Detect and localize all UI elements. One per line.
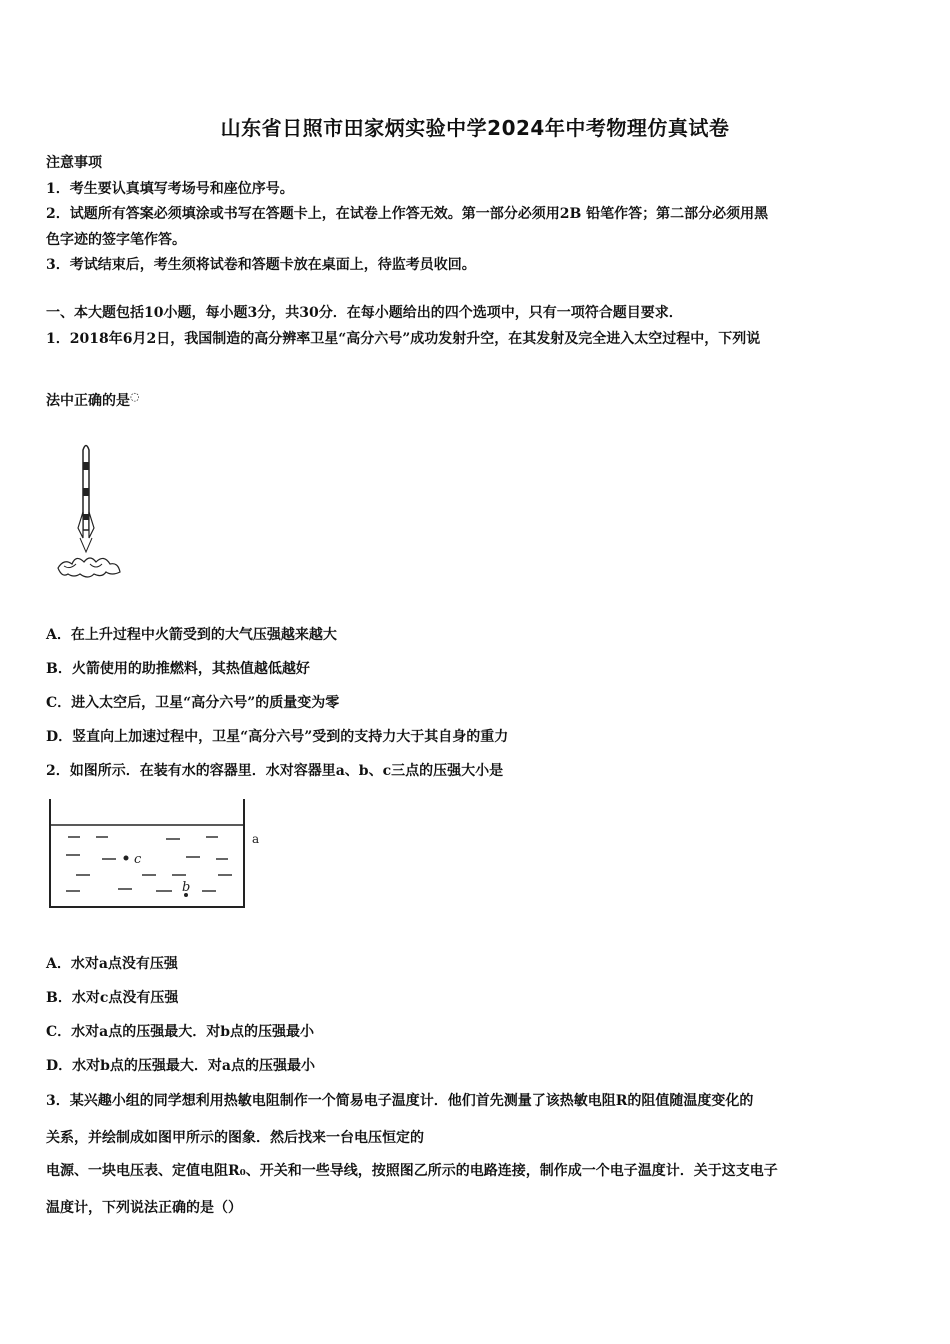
- notice-item: 色字迹的签字笔作答。: [46, 232, 186, 248]
- q1-option-c: C．进入太空后，卫星“高分六号”的质量变为零: [46, 695, 340, 711]
- point-a-label: a: [252, 832, 260, 846]
- point-b-label: b: [182, 880, 191, 895]
- q1-option-d: D．竖直向上加速过程中，卫星“高分六号”受到的支持力大于其自身的重力: [46, 729, 509, 745]
- question-3-stem-continued: 关系，并绘制成如图甲所示的图象．然后找来一台电压恒定的: [46, 1130, 424, 1146]
- q1-option-b: B．火箭使用的助推燃料，其热值越低越好: [46, 661, 310, 677]
- notice-item: 2．试题所有答案必须填涂或书写在答题卡上，在试卷上作答无效。第一部分必须用2B 铅笔作答；第二部分必须用黑: [46, 206, 769, 222]
- question-3-stem-continued: 温度计，下列说法正确的是（）: [46, 1200, 242, 1216]
- page-title: 山东省日照市田家炳实验中学2024年中考物理仿真试卷: [220, 116, 730, 140]
- water-container-figure: [46, 795, 276, 915]
- section-heading: 一、本大题包括10小题，每小题3分，共30分．在每小题给出的四个选项中，只有一项符合题目要求．: [46, 305, 683, 321]
- rocket-figure: [50, 440, 130, 580]
- notice-item: 1．考生要认真填写考场号和座位序号。: [46, 181, 294, 197]
- question-3-stem-continued: 电源、一块电压表、定值电阻R₀、开关和一些导线，按照图乙所示的电路连接，制作成一个电子温度计．关于这支电子: [46, 1163, 778, 1179]
- q1-option-a: A．在上升过程中火箭受到的大气压强越来越大: [46, 627, 337, 643]
- q2-option-d: D．水对b点的压强最大．对a点的压强最小: [46, 1058, 315, 1074]
- question-3-stem: 3．某兴趣小组的同学想利用热敏电阻制作一个简易电子温度计．他们首先测量了该热敏电阻R的阻值随温度变化的: [46, 1093, 754, 1109]
- question-1-stem-continued: 法中正确的是◌: [46, 390, 140, 409]
- notice-heading: 注意事项: [46, 155, 102, 171]
- q2-option-c: C．水对a点的压强最大．对b点的压强最小: [46, 1024, 315, 1040]
- q2-option-a: A．水对a点没有压强: [46, 956, 178, 972]
- q2-option-b: B．水对c点没有压强: [46, 990, 179, 1006]
- point-c-label: c: [134, 852, 142, 867]
- blank-paren-icon: ◌: [130, 390, 140, 403]
- question-2-stem: 2．如图所示．在装有水的容器里．水对容器里a、b、c三点的压强大小是: [46, 763, 504, 779]
- question-1-stem: 1．2018年6月2日，我国制造的高分辨率卫星“高分六号”成功发射升空，在其发射及完全进入太空过程中，下列说: [46, 331, 761, 347]
- notice-item: 3．考试结束后，考生须将试卷和答题卡放在桌面上，待监考员收回。: [46, 257, 476, 273]
